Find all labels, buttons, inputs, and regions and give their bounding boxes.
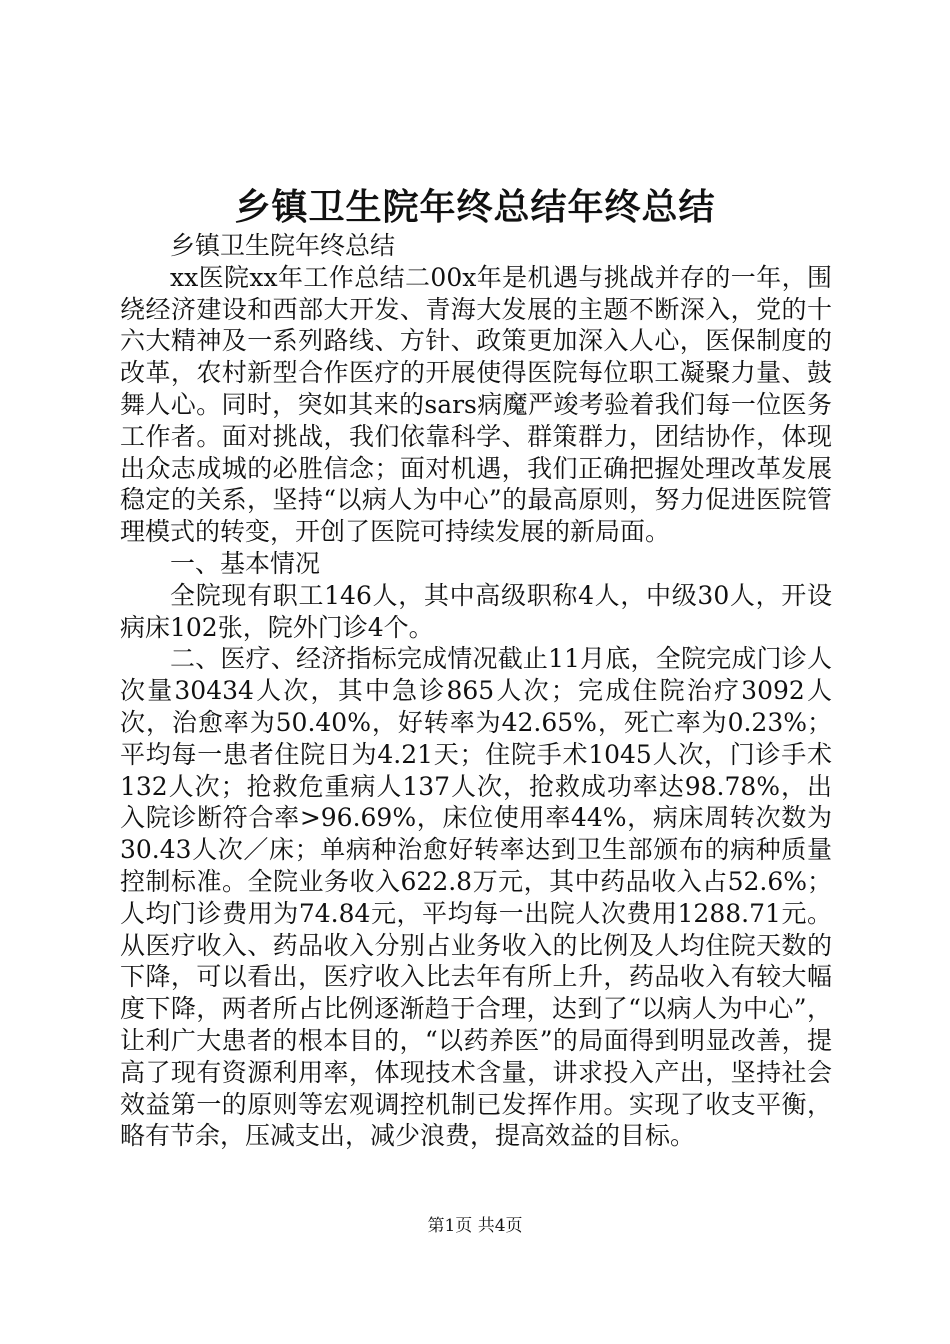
subtitle-line: 乡镇卫生院年终总结: [170, 231, 396, 260]
document-body: [120, 230, 832, 1152]
basic-info-paragraph: 全院现有职工146人，其中高级职称4人，中级30人，开设病床102张，院外门诊4个。: [120, 580, 832, 642]
indicators-paragraph: 二、医疗、经济指标完成情况截止11月底，全院完成门诊人次量30434人次，其中急诊865人次；完成住院治疗3092人次，治愈率为50.40%，好转率为42.65%，死亡率为0.23%；平均每一患者住院日为4.21天；住院手术1045人次，门诊手术132人次；抢救危重病人137人次，抢救成功率达98.78%，出入院诊断符合率>96.69%，床位使用率44%，病床周转次数为30.43人次／床；单病种治愈好转率达到卫生部颁布的病种质量控制标准。全院业务收入622.8万元，其中药品收入占52.6%；人均门诊费用为74.84元，平均每一出院人次费用1288.71元。从医疗收入、药品收入分别占业务收入的比例及人均住院天数的下降，可以看出，医疗收入比去年有所上升，药品收入有较大幅度下降，两者所占比例逐渐趋于合理，达到了“以病人为中心”，让利广大患者的根本目的，“以药养医”的局面得到明显改善，提高了现有资源利用率，体现技术含量，讲求投入产出，坚持社会效益第一的原则等宏观调控机制已发挥作用。实现了收支平衡，略有节余，压减支出，减少浪费，提高效益的目标。: [120, 644, 832, 1151]
section-heading-basic-info: 一、基本情况: [170, 548, 321, 578]
intro-paragraph: xx医院xx年工作总结二00x年是机遇与挑战并存的一年，围绕经济建设和西部大开发、青海大发展的主题不断深入，党的十六大精神及一系列路线、方针、政策更加深入人心，医保制度的改革，农村新型合作医疗的开展使得医院每位职工凝聚力量、鼓舞人心。同时，突如其来的sars病魔严竣考验着我们每一位医务工作者。面对挑战，我们依靠科学、群策群力，团结协作，体现出众志成城的必胜信念；面对机遇，我们正确把握处理改革发展稳定的关系，坚持“以病人为中心”的最高原则，努力促进医院管理模式的转变，开创了医院可持续发展的新局面。: [120, 262, 832, 547]
document-title: 乡镇卫生院年终总结年终总结: [234, 186, 716, 228]
page-footer: 第1页 共4页: [427, 1216, 523, 1236]
